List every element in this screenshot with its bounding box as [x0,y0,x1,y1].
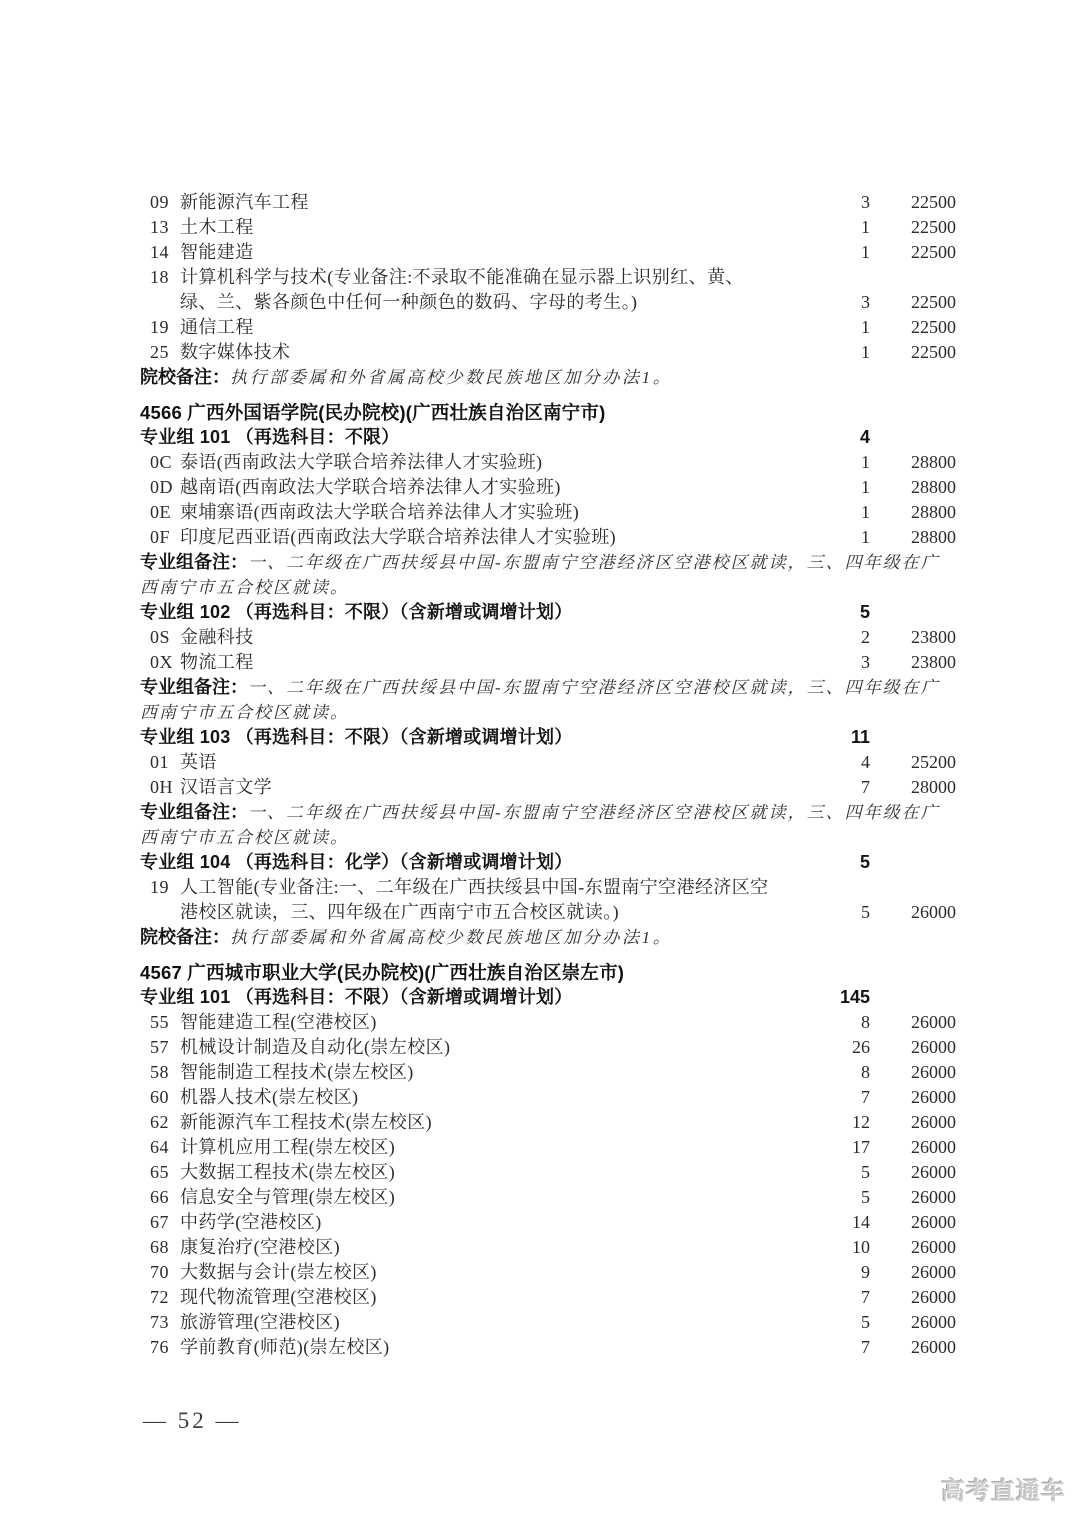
major-row [140,190,956,215]
group-header-row [140,600,956,625]
tuition-fee: 23800 [911,627,956,647]
major-code: 0E [150,502,171,522]
enroll-count: 5 [861,1187,870,1207]
major-row [140,775,956,800]
major-name: 现代物流管理(空港校区) [180,1287,377,1307]
major-code: 55 [150,1012,169,1032]
major-name: 智能建造工程(空港校区) [180,1012,377,1032]
group-enroll-count: 5 [859,852,870,872]
major-code: 19 [150,877,169,897]
enroll-count: 3 [861,292,870,312]
major-row [140,875,956,925]
major-code: 57 [150,1037,169,1057]
major-code: 01 [150,752,169,772]
group-header-row [140,985,956,1010]
group-note-row [140,800,956,850]
enroll-count: 4 [861,752,870,772]
major-code: 0H [150,777,173,797]
tuition-fee: 26000 [911,1187,956,1207]
school-note-row [140,365,956,390]
watermark-gaokao-zhitongche: 高考直通车 [941,1478,1066,1505]
group-enroll-count: 145 [839,987,870,1007]
major-code: 73 [150,1312,169,1332]
group-title: 专业组 104 （再选科目：化学）（含新增或调增计划） [140,852,573,872]
major-code: 14 [150,242,169,262]
major-row [140,1285,956,1310]
tuition-fee: 28000 [911,777,956,797]
enroll-count: 10 [852,1237,870,1257]
major-name: 大数据与会计(崇左校区) [180,1262,377,1282]
major-row [140,450,956,475]
enroll-count: 26 [852,1037,870,1057]
major-row [140,1335,956,1360]
major-row [140,750,956,775]
group-enroll-count: 4 [859,427,870,447]
plan-list [140,190,956,1360]
enroll-count: 3 [861,192,870,212]
tuition-fee: 26000 [911,1087,956,1107]
enroll-count: 7 [861,1087,870,1107]
group-title: 专业组 102 （再选科目：不限）（含新增或调增计划） [140,602,573,622]
group-title: 专业组 101 （再选科目：不限） [140,427,400,447]
major-row [140,1010,956,1035]
major-name: 旅游管理(空港校区) [180,1312,340,1332]
enroll-count: 1 [861,242,870,262]
tuition-fee: 28800 [911,502,956,522]
major-code: 67 [150,1212,169,1232]
major-name: 机械设计制造及自动化(崇左校区) [180,1037,451,1057]
school-header-row [140,960,956,985]
note-text: 一、二年级在广西扶绥县中国-东盟南宁空港经济区空港校区就读，三、四年级在广西南宁市五合校区就读。 [140,803,940,847]
major-row [140,625,956,650]
major-name: 英语 [180,752,217,772]
major-name: 学前教育(师范)(崇左校区) [180,1337,390,1357]
major-name: 汉语言文学 [180,777,272,797]
tuition-fee: 28800 [911,452,956,472]
major-row [140,1135,956,1160]
major-code: 13 [150,217,169,237]
enroll-count: 2 [861,627,870,647]
major-code: 62 [150,1112,169,1132]
note-label: 专业组备注： [140,552,248,572]
school-note-row [140,925,956,950]
group-title: 专业组 103 （再选科目：不限）（含新增或调增计划） [140,727,573,747]
tuition-fee: 22500 [911,242,956,262]
major-code: 68 [150,1237,169,1257]
school-title: 4566 广西外国语学院(民办院校)(广西壮族自治区南宁市) [140,402,606,423]
enroll-count: 7 [861,777,870,797]
major-code: 64 [150,1137,169,1157]
major-code: 60 [150,1087,169,1107]
major-row [140,240,956,265]
tuition-fee: 26000 [911,1062,956,1082]
tuition-fee: 26000 [911,1237,956,1257]
major-row [140,215,956,240]
enroll-count: 14 [852,1212,870,1232]
note-label: 专业组备注： [140,677,248,697]
tuition-fee: 22500 [911,342,956,362]
major-row [140,1035,956,1060]
major-row [140,1260,956,1285]
note-text: 执行部委属和外省属高校少数民族地区加分办法1。 [230,928,673,947]
major-row [140,1185,956,1210]
enroll-count: 1 [861,502,870,522]
group-header-row [140,725,956,750]
major-row [140,1060,956,1085]
enroll-count: 9 [861,1262,870,1282]
tuition-fee: 26000 [911,902,956,922]
major-code: 0X [150,652,173,672]
enroll-count: 8 [861,1062,870,1082]
group-note-row [140,550,956,600]
major-row [140,650,956,675]
major-row [140,475,956,500]
tuition-fee: 22500 [911,192,956,212]
major-row [140,315,956,340]
major-code: 58 [150,1062,169,1082]
enroll-count: 12 [852,1112,870,1132]
group-header-row [140,850,956,875]
major-code: 70 [150,1262,169,1282]
major-name: 人工智能(专业备注:一、二年级在广西扶绥县中国-东盟南宁空港经济区空港校区就读，三、四年级在广西南宁市五合校区就读。) [180,877,769,922]
tuition-fee: 26000 [911,1262,956,1282]
major-name: 越南语(西南政法大学联合培养法律人才实验班) [180,477,561,497]
major-name: 中药学(空港校区) [180,1212,322,1232]
enroll-count: 1 [861,452,870,472]
major-name: 泰语(西南政法大学联合培养法律人才实验班) [180,452,543,472]
enroll-count: 1 [861,317,870,337]
major-row [140,1160,956,1185]
major-name: 信息安全与管理(崇左校区) [180,1187,396,1207]
group-enroll-count: 5 [859,602,870,622]
group-title: 专业组 101 （再选科目：不限）（含新增或调增计划） [140,987,573,1007]
major-row [140,1110,956,1135]
tuition-fee: 26000 [911,1287,956,1307]
enroll-count: 5 [861,1312,870,1332]
major-name: 新能源汽车工程技术(崇左校区) [180,1112,432,1132]
school-title: 4567 广西城市职业大学(民办院校)(广西壮族自治区崇左市) [140,962,625,983]
tuition-fee: 26000 [911,1012,956,1032]
page-number: — 52 — [143,1408,242,1433]
major-row [140,500,956,525]
major-name: 物流工程 [180,652,254,672]
major-code: 18 [150,267,169,287]
major-code: 72 [150,1287,169,1307]
major-name: 智能制造工程技术(崇左校区) [180,1062,414,1082]
enroll-count: 3 [861,652,870,672]
enroll-count: 1 [861,342,870,362]
group-note-row [140,675,956,725]
major-row [140,1310,956,1335]
major-code: 25 [150,342,169,362]
tuition-fee: 23800 [911,652,956,672]
major-code: 66 [150,1187,169,1207]
tuition-fee: 22500 [911,292,956,312]
major-row [140,1085,956,1110]
enroll-count: 5 [861,1162,870,1182]
major-row [140,525,956,550]
major-name: 机器人技术(崇左校区) [180,1087,359,1107]
major-name: 通信工程 [180,317,254,337]
major-code: 0C [150,452,173,472]
enroll-count: 7 [861,1337,870,1357]
tuition-fee: 28800 [911,477,956,497]
major-row [140,265,956,315]
major-code: 65 [150,1162,169,1182]
major-name: 大数据工程技术(崇左校区) [180,1162,396,1182]
tuition-fee: 26000 [911,1112,956,1132]
tuition-fee: 26000 [911,1037,956,1057]
enroll-count: 17 [852,1137,870,1157]
major-code: 0S [150,627,171,647]
major-name: 柬埔寨语(西南政法大学联合培养法律人才实验班) [180,502,580,522]
tuition-fee: 26000 [911,1162,956,1182]
major-code: 0D [150,477,173,497]
note-text: 执行部委属和外省属高校少数民族地区加分办法1。 [230,368,673,387]
group-enroll-count: 11 [850,727,870,747]
major-name: 新能源汽车工程 [180,192,309,212]
enroll-count: 8 [861,1012,870,1032]
major-code: 19 [150,317,169,337]
major-name: 印度尼西亚语(西南政法大学联合培养法律人才实验班) [180,527,616,547]
tuition-fee: 26000 [911,1212,956,1232]
tuition-fee: 25200 [911,752,956,772]
group-header-row [140,425,956,450]
enroll-count: 1 [861,217,870,237]
major-code: 0F [150,527,171,547]
enroll-count: 7 [861,1287,870,1307]
major-row [140,340,956,365]
major-code: 76 [150,1337,169,1357]
tuition-fee: 26000 [911,1337,956,1357]
major-code: 09 [150,192,169,212]
tuition-fee: 28800 [911,527,956,547]
note-text: 一、二年级在广西扶绥县中国-东盟南宁空港经济区空港校区就读，三、四年级在广西南宁市五合校区就读。 [140,678,940,722]
enroll-count: 1 [861,527,870,547]
enroll-count: 5 [861,902,870,922]
tuition-fee: 26000 [911,1137,956,1157]
major-name: 计算机应用工程(崇左校区) [180,1137,396,1157]
tuition-fee: 26000 [911,1312,956,1332]
note-label: 院校备注： [140,927,230,947]
major-name: 智能建造 [180,242,254,262]
major-name: 康复治疗(空港校区) [180,1237,340,1257]
note-label: 院校备注： [140,367,230,387]
tuition-fee: 22500 [911,317,956,337]
major-name: 数字媒体技术 [180,342,291,362]
major-name: 土木工程 [180,217,254,237]
school-header-row [140,400,956,425]
major-row [140,1210,956,1235]
major-name: 计算机科学与技术(专业备注:不录取不能准确在显示器上识别红、黄、绿、兰、紫各颜色中任何一种颜色的数码、字母的考生。) [180,267,744,312]
major-name: 金融科技 [180,627,254,647]
note-text: 一、二年级在广西扶绥县中国-东盟南宁空港经济区空港校区就读，三、四年级在广西南宁市五合校区就读。 [140,553,940,597]
enroll-count: 1 [861,477,870,497]
tuition-fee: 22500 [911,217,956,237]
major-row [140,1235,956,1260]
note-label: 专业组备注： [140,802,248,822]
